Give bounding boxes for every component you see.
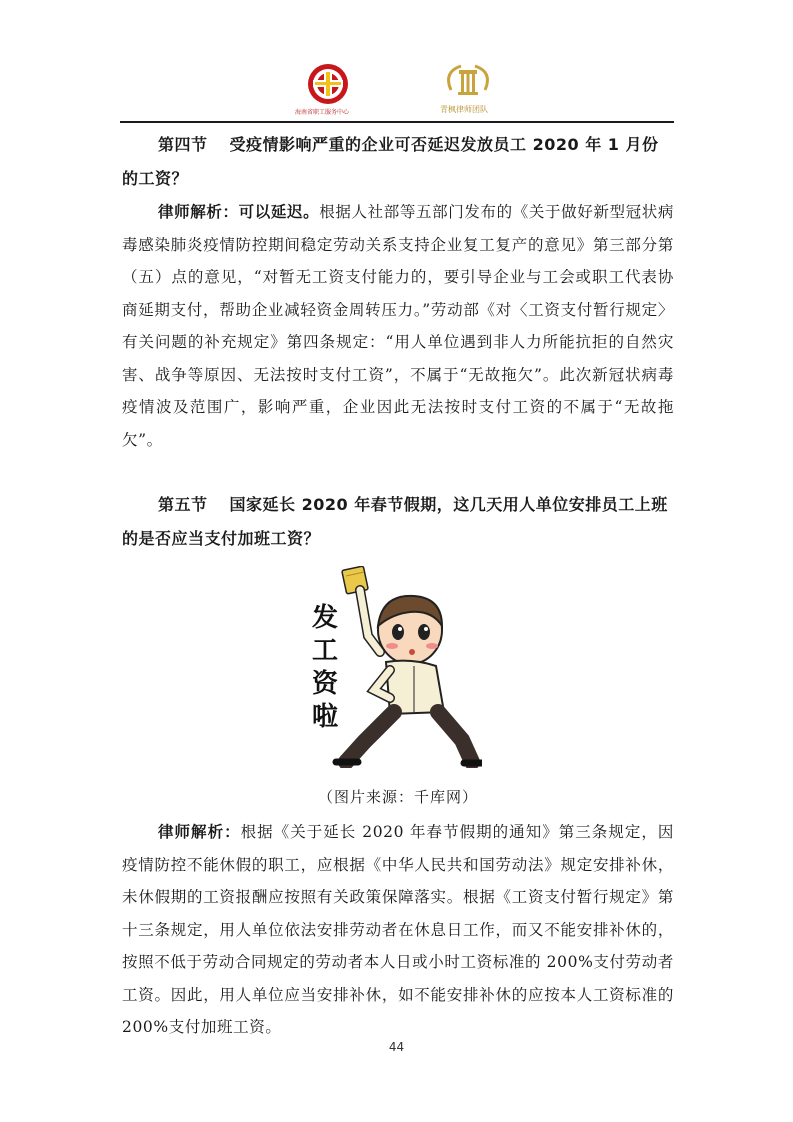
header-divider — [120, 121, 674, 123]
section-4-heading — [122, 128, 674, 196]
section-5-analysis-lead: 律师解析： — [158, 823, 241, 841]
right-logo-caption: 青枫律师团队 — [440, 105, 488, 114]
section-4-analysis-lead: 律师解析：可以延迟。 — [158, 203, 320, 221]
section-4-analysis-body: 根据人社部等五部门发布的《关于做好新型冠状病毒感染肺炎疫情防控期间稳定劳动关系支持企业复工复产的意见》第三部分第（五）点的意见，“对暂无工资支付能力的，要引导企业与工会或职工代表协商延期支付，帮助企业减轻资金周转压力。”劳动部《对〈工资支付暂行规定〉有关问题的补充规定》第四条规定：“用人单位遇到非人力所能抗拒的自然灾害、战争等原因、无法按时支付工资”，不属于“无故拖欠”。此次新冠状病毒疫情波及范围广，影响严重，企业因此无法按时支付工资的不属于“无故拖欠”。 — [122, 203, 674, 449]
section-5-analysis-body: 根据《关于延长 2020 年春节假期的通知》第三条规定，因疫情防控不能休假的职工，应根据《中华人民共和国劳动法》规定安排补休，未休假期的工资报酬应按照有关政策保障落实。根据《工资支付暂行规定》第十三条规定，用人单位依法安排劳动者在休息日工作，而又不能安排补休的，按照不低于劳动合同规定的劳动者本人日或小时工资标准的 200%支付劳动者工资。因此，用人单位应当安排补休，如不能安排补休的应按本人工资标准的 200%支付加班工资。 — [122, 823, 674, 1036]
section-5-heading — [122, 488, 674, 556]
illustration-lettering: 发工资啦 — [312, 603, 339, 732]
illustration-figure — [122, 566, 674, 776]
section-4-analysis — [122, 196, 674, 456]
figure-caption: （图片来源：千库网） — [317, 788, 478, 806]
section-4-number: 第四节 — [158, 135, 208, 154]
section-5-title: 国家延长 2020 年春节假期，这几天用人单位安排员工上班的是否应当支付加班工资？ — [122, 495, 668, 548]
page-header — [0, 0, 793, 122]
left-logo-caption: 海南省职工服务中心 — [295, 109, 350, 116]
page-content — [122, 128, 674, 1044]
section-4-title: 受疫情影响严重的企业可否延迟发放员工 2020 年 1 月份的工资？ — [122, 135, 659, 188]
page-number: 44 — [388, 1040, 405, 1054]
section-5-analysis — [122, 816, 674, 1044]
section-5-number: 第五节 — [158, 495, 208, 514]
